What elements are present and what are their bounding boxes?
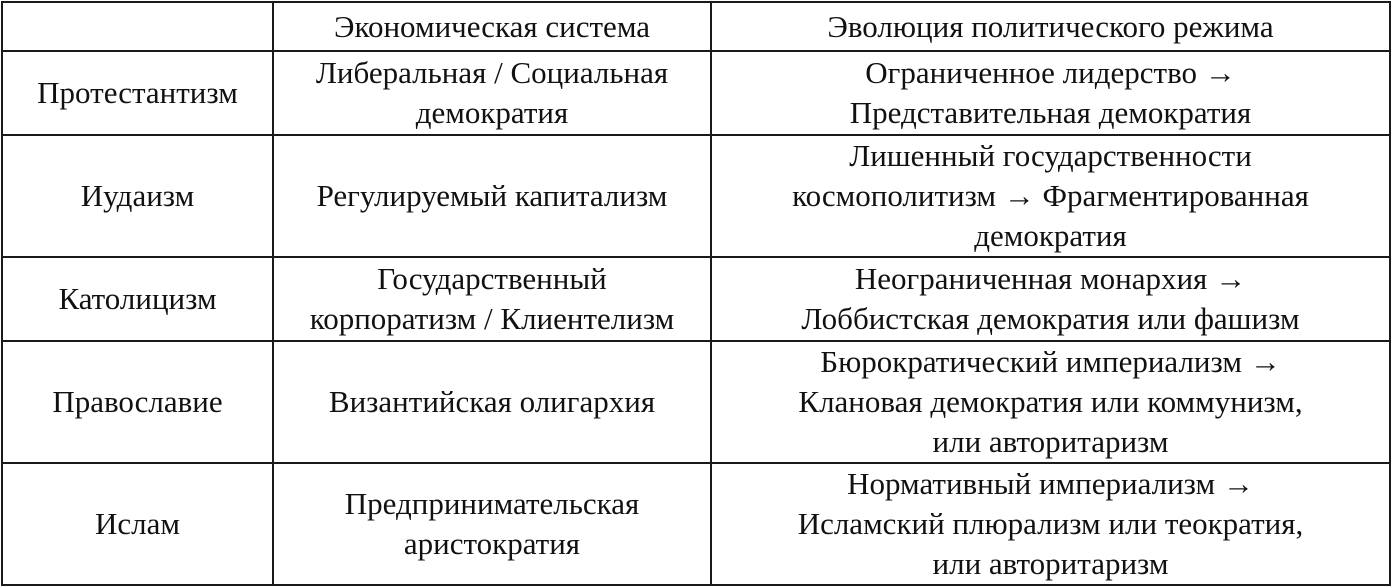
regime-cell: Неограниченная монархия → Лоббистская демократия или фашизм <box>711 257 1390 341</box>
regime-cell: Лишенный государственности космополитизм → Фрагментированная демократия <box>711 135 1390 257</box>
header-economic-system: Экономическая система <box>273 2 711 51</box>
economy-cell: Византийская олигархия <box>273 341 711 463</box>
table-row <box>2 257 1390 341</box>
comparison-table <box>1 1 1391 586</box>
regime-cell: Нормативный империализм → Исламский плюрализм или теократия, или авторитаризм <box>711 463 1390 585</box>
regime-cell: Бюрократический империализм → Клановая демократия или коммунизм, или авторитаризм <box>711 341 1390 463</box>
economy-cell: Регулируемый капитализм <box>273 135 711 257</box>
header-political-regime: Эволюция политического режима <box>711 2 1390 51</box>
economy-cell: Предпринимательская аристократия <box>273 463 711 585</box>
table-row <box>2 463 1390 585</box>
header-corner-cell <box>2 2 273 51</box>
religion-cell: Ислам <box>2 463 273 585</box>
table-row <box>2 135 1390 257</box>
table-row <box>2 51 1390 135</box>
regime-cell: Ограниченное лидерство → Представительная демократия <box>711 51 1390 135</box>
religion-cell: Протестантизм <box>2 51 273 135</box>
religion-cell: Иудаизм <box>2 135 273 257</box>
economy-cell: Государственный корпоратизм / Клиентелизм <box>273 257 711 341</box>
table-row <box>2 341 1390 463</box>
header-row <box>2 2 1390 51</box>
religion-cell: Православие <box>2 341 273 463</box>
economy-cell: Либеральная / Социальная демократия <box>273 51 711 135</box>
religion-cell: Католицизм <box>2 257 273 341</box>
